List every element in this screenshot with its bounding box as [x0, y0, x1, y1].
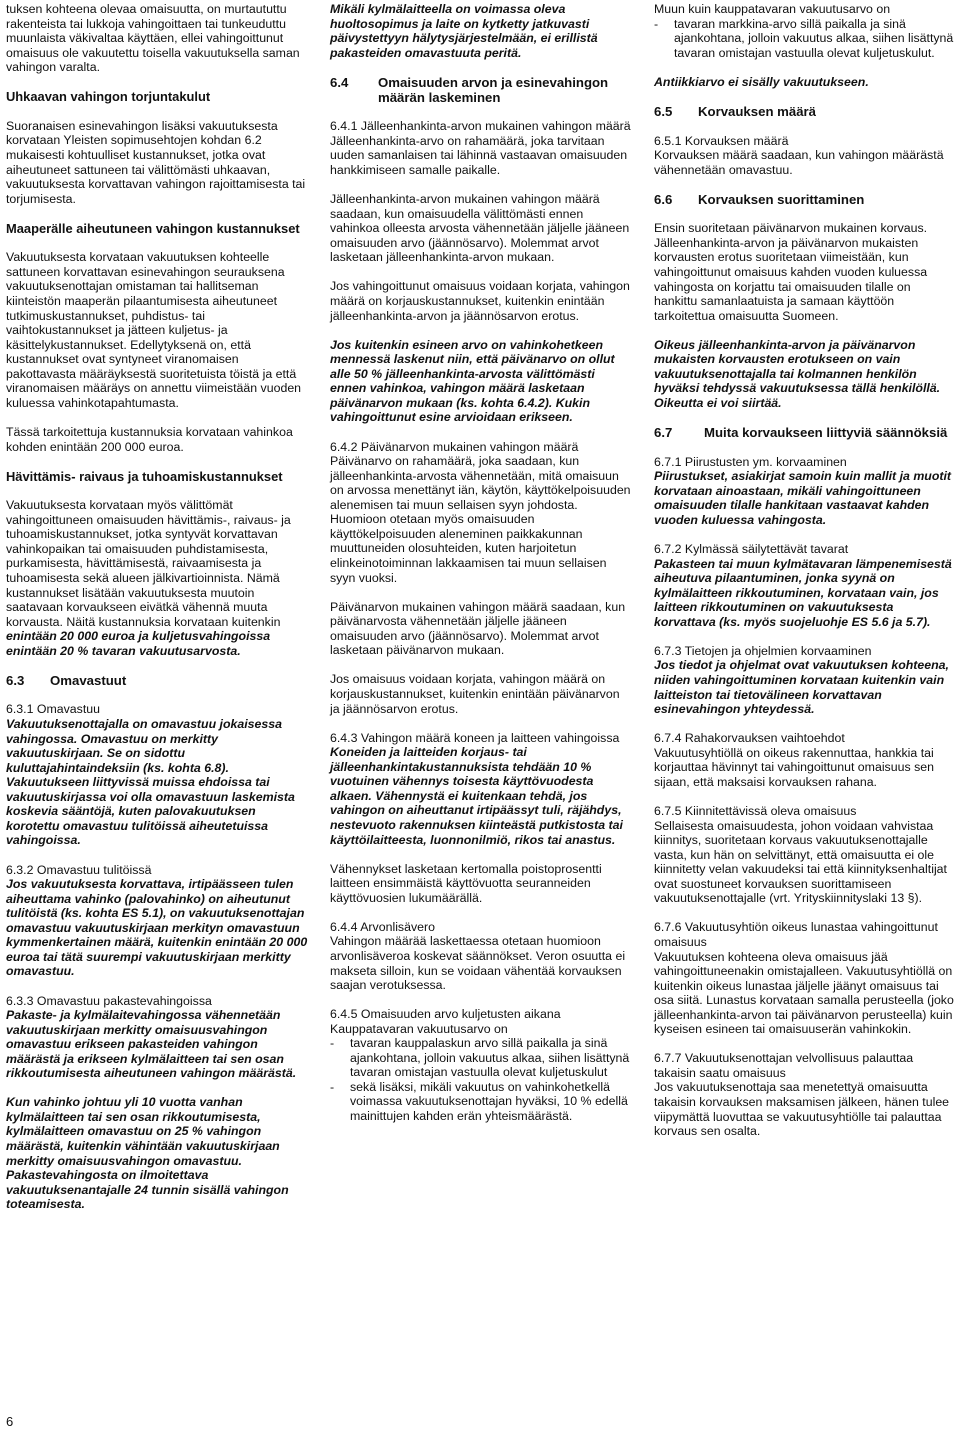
- subsection-text-6-7-1: Piirustukset, asiakirjat samoin kuin mallit ja muotit korvataan ainoastaan, mikäli vahingoittuneen omaisuuden tilalle hankitaan vastaavat kahden vuoden kuluessa vahingosta.: [654, 469, 952, 527]
- paragraph-huoltosopimus: Mikäli kylmälaitteella on voimassa oleva huoltosopimus ja laite on kytketty jatkuvasti päivystettyyn hälytysjärjestelmään, ei erillistä pakasteiden omavastuuta peritä.: [330, 2, 598, 60]
- list-item: [330, 1080, 632, 1124]
- subsection-title-6-7-7: 6.7.7 Vakuutuksenottajan velvollisuus palauttaa takaisin saatu omaisuus: [654, 1051, 914, 1080]
- heading-section-6-6: [654, 192, 956, 207]
- list-item: [330, 1036, 632, 1080]
- subsection-title-6-7-1: 6.7.1 Piirustusten ym. korvaaminen: [654, 454, 847, 469]
- subsection-text-6-3-1: Vakuutuksenottajalla on omavastuu jokaisessa vahingossa. Omavastuu on merkitty vakuutuskirjaan. Se on sidottu kuluttajahintaindeksiin (ks. kohta 6.8). Vakuutukseen liittyvissä muissa ehdoissa tai vakuutuskirjassa voi olla omavastuun laskemista koskevia sääntöjä, kuten palovakuutuksen korotettu omavastuu tulitöissä aiheutetuissa vahingoissa.: [6, 717, 295, 848]
- paragraph-torjuntakulut: Suoranaisen esinevahingon lisäksi vakuutuksesta korvataan Yleisten sopimusehtojen kohdan 6.2 mukaisesti kohtuulliset kustannukset, jotka ovat aiheutuneet sattuneen tai välittömästi uhkaavan, vakuutuksesta korvattavan vahingon rajoittamisesta tai torjumisesta.: [6, 118, 306, 206]
- list-dash: -: [330, 1079, 335, 1094]
- list-item-text: tavaran kauppalaskun arvo sillä paikalla ja sinä ajankohtana, jolloin vakuutus alkaa, siihen lisättynä tavaran omistajan vastuulla olevat kuljetuskulut: [350, 1036, 630, 1080]
- subsection-text-6-4-4: Vahingon määrää laskettaessa otetaan huomioon arvonlisäveroa koskevat säännökset. Veron osuutta ei makseta silloin, kun se voidaan vähentää korvauksen saajan verotuksessa.: [330, 934, 626, 993]
- subsection-text-6-3-2: Jos vakuutuksesta korvattava, irtipäässeen tulen aiheuttama vahinko (palovahinko) on aiheutunut tulitöistä (ks. kohta ES 5.1), on vakuutuksenottajan omavastuu vakuutuskirjaan merkityn omavastuun kymmenkertainen määrä, kuitenkin enintään 20 000 euroa tai tätä suurempi vakuutuskirjaan merkitty omavastuu.: [6, 877, 308, 979]
- list-dash: -: [654, 16, 659, 31]
- subsection-title-6-7-3: 6.7.3 Tietojen ja ohjelmien korvaaminen: [654, 643, 872, 658]
- subsection-text-6-4-5-intro: Kauppatavaran vakuutusarvo on: [330, 1021, 508, 1036]
- heading-torjuntakulut: Uhkaavan vahingon torjuntakulut: [6, 89, 211, 105]
- section-title: Korvauksen suorittaminen: [698, 191, 865, 207]
- heading-section-6-7: [654, 425, 956, 440]
- subsection-text-6-4-1-a: Jälleenhankinta-arvo on rahamäärä, joka tarvitaan uuden samanlaisen tai lähinnä vastaavan omaisuuden hankkimiseen samalle paikalle.: [330, 133, 628, 178]
- subsection-title-6-4-5: 6.4.5 Omaisuuden arvo kuljetusten aikana: [330, 1007, 561, 1022]
- paragraph-havittamiskustannukset-text: Vakuutuksesta korvataan myös välittömät vahingoittuneen omaisuuden hävittämis-, raivaus- ja tuhoamiskustannukset, jotka syntyvät korvattavan vahinkopaikan tai omaisuuden puhdistamisesta, purkamisesta, hävittämisestä, raivaamisesta ja tuhoamisesta sekä alueen jälkivartioinnista. Nämä kustannukset lisätään vakuutuksesta muutoin saatavaan korvaukseen eivätkä vähennä muuta korvausta. Näitä kustannuksia korvataan kuitenkin: [6, 498, 291, 629]
- subsection-text-6-3-3-b: Kun vahinko johtuu yli 10 vuotta vanhan kylmälaitteen tai sen osan rikkoutumisesta, kylmälaitteen omavastuu on 25 % vahingon määrästä, kuitenkin vähintään vakuutuskirjaan merkitty omaisuusvahingon omavastuu. Pakastevahingosta on ilmoitettava vakuutuksenantajalle 24 tunnin sisällä vahingon toteamisesta.: [6, 1095, 289, 1212]
- section-title: Muita korvaukseen liittyviä säännöksiä: [704, 425, 948, 441]
- paragraph-muu-kuin-kauppatavara: Muun kuin kauppatavaran vakuutusarvo on: [654, 2, 891, 16]
- section-number: 6.5: [654, 103, 673, 119]
- list-dash: -: [330, 1036, 335, 1051]
- subsection-text-6-3-3: Pakaste- ja kylmälaitevahingossa vähennetään vakuutuskirjaan merkitty omaisuusvahingon omavastuu erikseen pakasteiden vahingon määrästä ja erikseen kylmälaitteen tai sen osan rikkoutumisesta aiheutuneen vahingon määrästä.: [6, 1008, 297, 1081]
- heading-section-6-5: [654, 104, 956, 119]
- subsection-title-6-4-4: 6.4.4 Arvonlisävero: [330, 919, 435, 934]
- paragraph-intro: tuksen kohteena olevaa omaisuutta, on murtaututtu rakenteista tai lukkoja vahingoittaen tai tunkeuduttu muunlaista väkivaltaa käyttäen, ellei vahingoittunut omaisuus ole vakuutettu toisella vakuutuksella saman vahingon varalta.: [6, 2, 300, 75]
- paragraph-maaperavahinko: Vakuutuksesta korvataan vakuutuksen kohteelle sattuneen korvattavan esinevahingon seurauksena vakuutuksenottajan omistaman tai hallitseman kiinteistön maaperän pilaantumisesta aiheutuneet tutkimuskustannukset, puhdistus- tai vaihtokustannukset ja jätteen kuljetus- ja käsittelykustannukset. Edellytyksenä on, että kustannukset ovat syntyneet viranomaisen pakottavasta määräyksestä suoritetuista töistä ja että viranomaisen määräys on annettu viimeistään vuoden kuluessa vahinkotapahtumasta.: [6, 250, 302, 410]
- list-item-text: sekä lisäksi, mikäli vakuutus on vahinkohetkellä voimassa vakuutuksenottajan hyväksi, 10 % edellä mainittujen kahden erän yhteismäärästä.: [350, 1079, 628, 1124]
- subsection-title-6-4-2: 6.4.2 Päivänarvon mukainen vahingon määrä: [330, 439, 579, 454]
- subsection-title-6-4-3: 6.4.3 Vahingon määrä koneen ja laitteen vahingoissa: [330, 730, 620, 745]
- list-item: [654, 17, 956, 61]
- subsection-title-6-7-4: 6.7.4 Rahakorvauksen vaihtoehdot: [654, 731, 845, 746]
- list-item-text: tavaran markkina-arvo sillä paikalla ja sinä ajankohtana, jolloin vakuutus alkaa, siihen lisättynä tavaran omistajan vastuulla olevat kuljetuskulut.: [674, 16, 954, 60]
- paragraph-maaperavahinko-limit: Tässä tarkoitettuja kustannuksia korvataan vahinkoa kohden enintään 200 000 euroa.: [6, 425, 293, 454]
- subsection-text-6-4-3-a: Koneiden ja laitteiden korjaus- tai jälleenhankintakustannuksista tehdään 10 % vuotuinen vähennys toisesta käyttövuodesta alkaen. Vähennystä ei kuitenkaan tehdä, jos vahingon on aiheuttanut irtipäässyt tuli, räjähdys, nestevuoto rakennuksen kiinteästä putkistosta tai käyttöilaitteesta, luonnonilmiö, rikos tai anastus.: [330, 745, 623, 847]
- heading-section-6-4: [330, 75, 632, 105]
- heading-havittamiskustannukset: Hävittämis- raivaus ja tuhoamiskustannukset: [6, 468, 283, 484]
- subsection-title-6-7-5: 6.7.5 Kiinnitettävissä oleva omaisuus: [654, 804, 857, 818]
- section-title: Korvauksen määrä: [698, 103, 817, 119]
- section-number: 6.7: [654, 425, 673, 441]
- heading-maaperavahinko: Maaperälle aiheutuneen vahingon kustannukset: [6, 220, 300, 236]
- paragraph-havittamiskustannukset-limit: enintään 20 000 euroa ja kuljetusvahingoissa enintään 20 % tavaran vakuutusarvosta.: [6, 629, 271, 658]
- paragraph-antiikkiarvo: Antiikkiarvo ei sisälly vakuutukseen.: [654, 74, 869, 89]
- subsection-title-6-5-1: 6.5.1 Korvauksen määrä: [654, 133, 789, 148]
- subsection-text-6-5-1: Korvauksen määrä saadaan, kun vahingon määrästä vähennetään omavastuu.: [654, 148, 944, 177]
- subsection-text-6-4-3-b: Vähennykset lasketaan kertomalla poistoprosentti laitteen ensimmäistä käyttövuotta seuranneiden käyttövuosien lukumäärällä.: [330, 861, 602, 905]
- paragraph-6-6-b: Oikeus jälleenhankinta-arvon ja päivänarvon mukaisten korvausten erotukseen on vain vakuutuksenottajalla tai kolmannen henkilön hyväksi tehdyssä vakuutuksessa tällä henkilöllä. Oikeutta ei voi siirtää.: [654, 337, 941, 410]
- subsection-text-6-7-2: Pakasteen tai muun kylmätavaran lämpenemisestä aiheutuva pilaantuminen, jonka syynä on kylmälaitteen rikkoutuminen, korvataan vain, jos laitteen rikkoutuminen on vakuutuksesta korvattava (ks. myös suojeluohje ES 5.6 ja 5.7).: [654, 556, 952, 629]
- section-title: Omavastuut: [50, 672, 127, 688]
- subsection-title-6-7-6: 6.7.6 Vakuutusyhtiön oikeus lunastaa vahingoittunut omaisuus: [654, 920, 938, 949]
- column-left: [6, 2, 308, 1226]
- paragraph-havittamiskustannukset: [6, 498, 308, 658]
- paragraph-6-6-a: Ensin suoritetaan päivänarvon mukainen korvaus. Jälleenhankinta-arvon ja päivänarvon mukaisten korvausten erotus suoritetaan viimeistään, kun vahingoittunut omaisuus kahden vuoden kuluessa vahingosta on korjattu tai omaisuuden tilalle on hankittu samanlaatuista ja samaan käyttöön tarkoitettua omaisuutta Suomeen.: [654, 221, 928, 323]
- subsection-text-6-7-6: Vakuutuksen kohteena oleva omaisuus jää vahingoittuneenakin omistajalleen. Vakuutusyhtiöllä on kuitenkin oikeus lunastaa jäljelle jäänyt omaisuus tai osa siitä. Lunastus korvataan samalla perusteella (joko jälleenhankinta-arvon tai päivänarvon perusteella) kuin kyseisen esineen tai omaisuuserän vahinkokin.: [654, 949, 954, 1037]
- subsection-text-6-7-3: Jos tiedot ja ohjelmat ovat vakuutuksen kohteena, niiden vahingoittuminen korvataan kuitenkin vain laitteiston tai tietovälineen korvattavan esinevahingon yhteydessä.: [654, 658, 949, 717]
- subsection-text-6-7-5: Sellaisesta omaisuudesta, johon voidaan vahvistaa kiinnitys, suoritetaan korvaus vakuutuksenottajalle vasta, kun hän on selvittänyt, että omaisuutta ei ole kiinnitetty velan vakuudeksi tai että kiinnityksenhaltijat ovat suostuneet korvauksen suorittamiseen vakuutuksenottajalle (vrt. Yrityskiinnityslaki 13 §).: [654, 818, 947, 906]
- heading-section-6-3: [6, 673, 308, 688]
- section-number: 6.3: [6, 672, 25, 688]
- subsection-text-6-4-2-c: Jos omaisuus voidaan korjata, vahingon määrä on korjauskustannukset, kuitenkin enintään päivänarvon ja jäännösarvon erotus.: [330, 672, 620, 716]
- page-number: 6: [6, 1414, 14, 1429]
- column-middle: [330, 2, 632, 1124]
- subsection-text-6-4-2-a: Päivänarvo on rahamäärä, joka saadaan, kun jälleenhankinta-arvosta vähennetään, mitä omaisuun on arvossa menettänyt iän, käytön, käyttökelpoisuuden alenemisen tai muun sellaisen syyn johdosta. Huomioon otetaan myös omaisuuden käyttökelpoisuuden aleneminen paikkakunnan muuttuneiden olosuhteiden, kuten harjoitetun elinkeinotoiminnan lakkaamisen tai muun sellaisen syyn vuoksi.: [330, 454, 631, 585]
- subsection-title-6-3-3: 6.3.3 Omavastuu pakastevahingoissa: [6, 993, 212, 1008]
- subsection-text-6-7-4: Vakuutusyhtiöllä on oikeus rakennuttaa, hankkia tai korjauttaa hävinnyt tai vahingoittunut omaisuus sen sijaan, että maksaisi korvauksen rahana.: [654, 745, 934, 789]
- section-number: 6.6: [654, 191, 673, 207]
- subsection-text-6-7-7: Jos vakuutuksenottaja saa menetettyä omaisuutta takaisin korvauksen maksamisen jälkeen, hänen tulee viipymättä luovuttaa se vakuutusyhtiölle tai palauttaa korvaus sen osalta.: [654, 1080, 950, 1139]
- subsection-text-6-4-2-b: Päivänarvon mukainen vahingon määrä saadaan, kun päivänarvosta vähennetään jäljelle jääneen omaisuuden arvo (jäännösarvo). Molemmat arvot lasketaan päivänarvon mukaan.: [330, 599, 626, 658]
- subsection-text-6-4-1-b: Jälleenhankinta-arvon mukainen vahingon määrä saadaan, kun omaisuudella välittömästi ennen vahinkoa olleesta arvosta vähennetään jäljelle jääneen omaisuuden arvo (jäännösarvo). Molemmat arvot lasketaan jälleenhankinta-arvon mukaan.: [330, 192, 630, 265]
- section-title: Omaisuuden arvon ja esinevahingon määrän laskeminen: [378, 74, 609, 105]
- subsection-text-6-4-1-c: Jos vahingoittunut omaisuus voidaan korjata, vahingon määrä on korjauskustannukset, kuitenkin enintään jälleenhankinta-arvon ja jäännösarvon erotus.: [330, 279, 630, 323]
- subsection-title-6-3-2: 6.3.2 Omavastuu tulitöissä: [6, 862, 152, 877]
- subsection-title-6-3-1: 6.3.1 Omavastuu: [6, 702, 101, 717]
- subsection-title-6-7-2: 6.7.2 Kylmässä säilytettävät tavarat: [654, 542, 849, 557]
- subsection-text-6-4-1-d: Jos kuitenkin esineen arvo on vahinkohetkeen mennessä laskenut niin, että päivänarvo on ollut alle 50 % jälleenhankinta-arvosta välittömästi ennen vahinkoa, vahingon määrä lasketaan päivänarvon mukaan (ks. kohta 6.4.2). Kukin vahingoittunut esine arvioidaan erikseen.: [330, 337, 615, 425]
- subsection-title-6-4-1: 6.4.1 Jälleenhankinta-arvon mukainen vahingon määrä: [330, 119, 631, 134]
- section-number: 6.4: [330, 74, 349, 90]
- column-right: [654, 2, 956, 1153]
